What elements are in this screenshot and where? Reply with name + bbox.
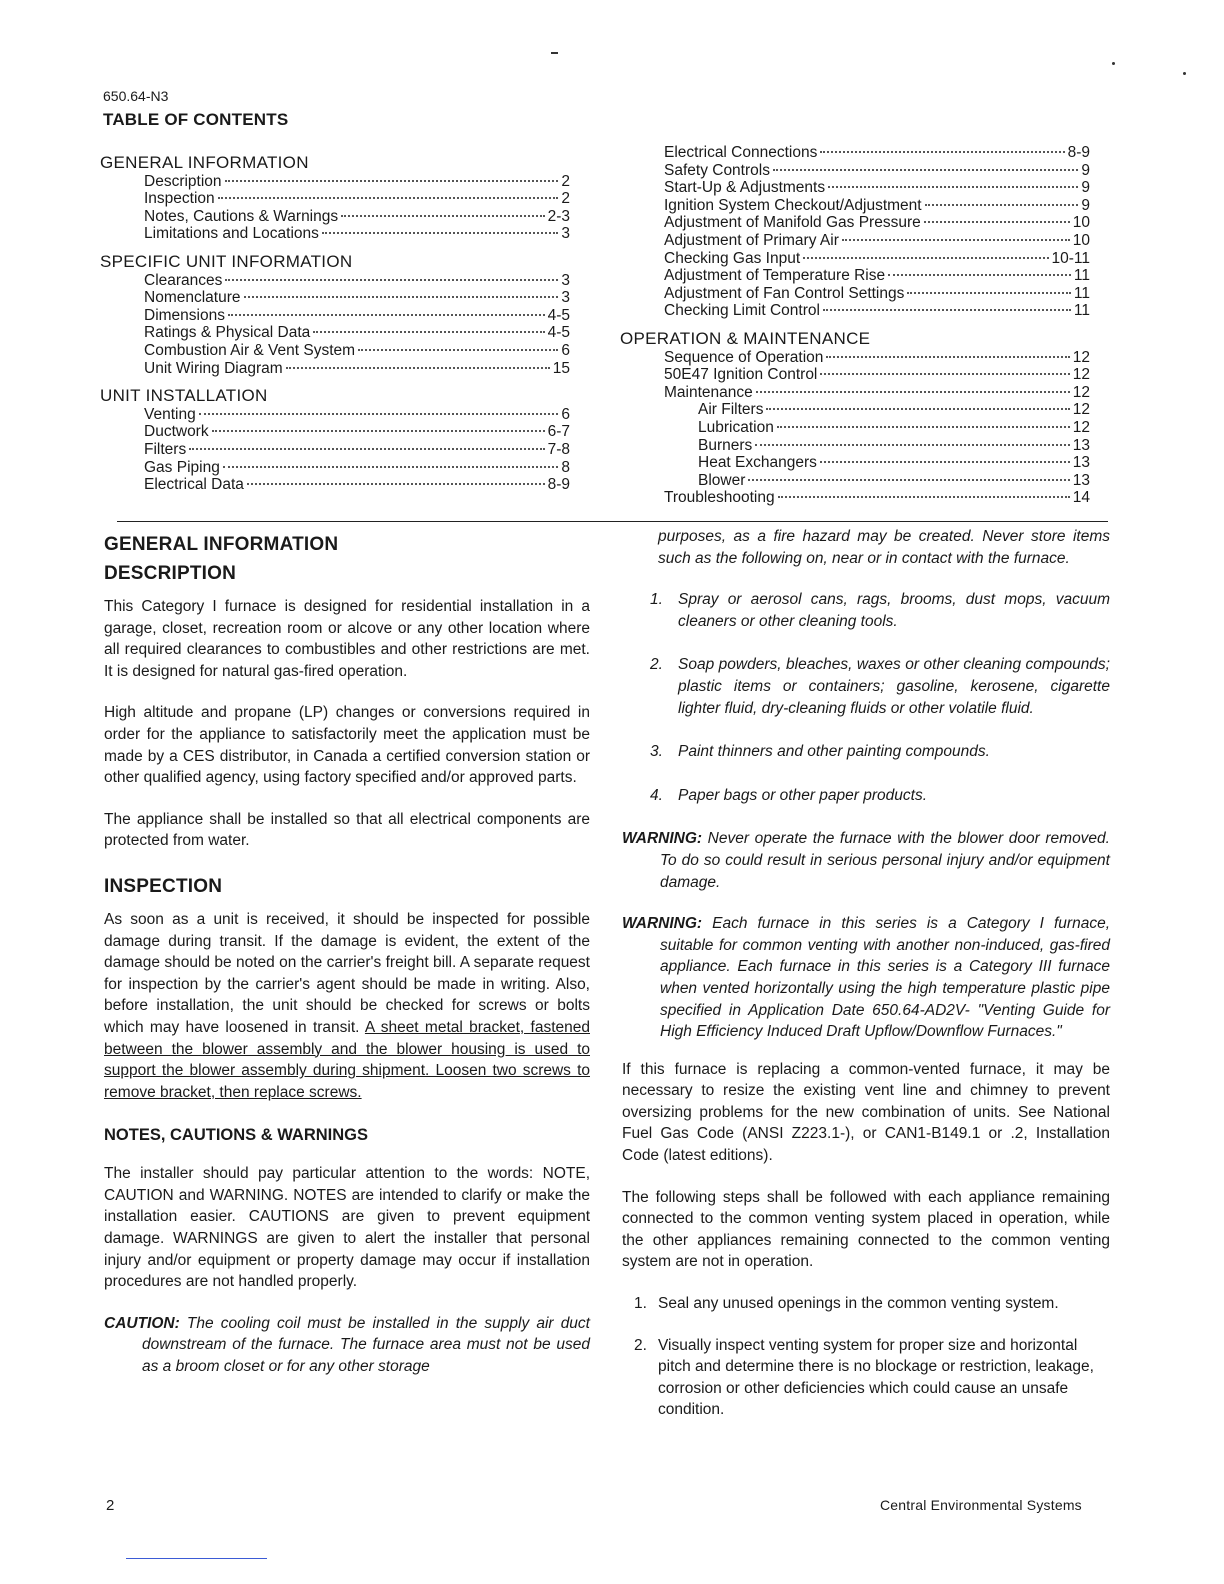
toc-entry[interactable] [620, 302, 1090, 320]
toc-entry-label: Start-Up & Adjustments [664, 179, 826, 197]
toc-entry-label: Ignition System Checkout/Adjustment [664, 196, 922, 214]
description-paragraph-2: High altitude and propane (LP) changes or conversions required in order for the appliance to satisfactorily meet the application must be made by a CES distributor, in Canada a certified conversion station or other qualified agency, using factory specified and/or approved parts. [104, 704, 590, 787]
toc-entry[interactable] [100, 173, 570, 191]
step-item [622, 1293, 1110, 1315]
toc-entry[interactable] [100, 423, 570, 441]
toc-leader-dots [322, 232, 558, 234]
toc-entry[interactable] [100, 307, 570, 325]
toc-entry-page: 10-11 [1051, 249, 1090, 267]
toc-entry[interactable] [620, 401, 1090, 419]
toc-entry-label: Adjustment of Primary Air [664, 231, 839, 249]
inspection-text: As soon as a unit is received, it should be inspected for possible damage during transit. If the damage is evident, the extent of the damage should be noted on the carrier's freight bill. A separate request for inspection by the carrier's agent should be made in writing. Also, before installation, the unit should be checked for screws or bolts which may have loosened in transit. [104, 910, 590, 1036]
toc-leader-dots [225, 279, 558, 281]
toc-entry-label: Limitations and Locations [144, 225, 319, 243]
toc-section-title: GENERAL INFORMATION [100, 153, 309, 172]
right-column [622, 526, 1110, 1441]
toc-entry[interactable] [620, 232, 1090, 250]
toc-entry-page: 12 [1072, 366, 1090, 384]
toc-entry-label: Dimensions [144, 306, 225, 324]
toc-entry-page: 9 [1081, 196, 1090, 214]
list-item-number: 4. [650, 786, 663, 804]
toc-entry[interactable] [620, 285, 1090, 303]
toc-entry-page: 2 [561, 172, 570, 190]
step-number: 2. [634, 1336, 647, 1354]
toc-entry-page: 13 [1072, 454, 1090, 472]
toc-leader-dots [755, 444, 1069, 446]
toc-entry-page: 4-5 [547, 306, 570, 324]
toc-entry[interactable] [100, 406, 570, 424]
list-item [622, 654, 1110, 719]
warning-text: Never operate the furnace with the blower door removed. To do so could result in serious personal injury and/or equipment damage. [660, 830, 1110, 891]
toc-entry[interactable] [620, 454, 1090, 472]
toc-leader-dots [212, 430, 545, 432]
toc-entry-page: 4-5 [547, 324, 570, 342]
toc-leader-dots [820, 373, 1069, 375]
toc-entry-page: 10 [1072, 231, 1090, 249]
warning-blower-door [622, 828, 1110, 893]
toc-entry-page: 6-7 [547, 423, 570, 441]
toc-entry-label: Electrical Data [144, 476, 244, 494]
list-item-text: Paint thinners and other painting compounds. [678, 743, 990, 761]
toc-entry-label: Notes, Cautions & Warnings [144, 207, 339, 225]
toc-entry-label: Air Filters [698, 401, 764, 419]
toc-leader-dots [286, 367, 550, 369]
list-item-text: Spray or aerosol cans, rags, brooms, dust mops, vacuum cleaners or other cleaning tools. [678, 591, 1110, 630]
toc-entry[interactable] [620, 197, 1090, 215]
company-name: Central Environmental Systems [880, 1497, 1082, 1513]
toc-entry-page: 2 [561, 190, 570, 208]
toc-entry-page: 12 [1072, 418, 1090, 436]
toc-entry-label: Electrical Connections [664, 144, 818, 161]
toc-section-title: OPERATION & MAINTENANCE [620, 328, 871, 348]
toc-section-title: SPECIFIC UNIT INFORMATION [100, 251, 353, 271]
toc-leader-dots [358, 349, 558, 351]
heading-notes-cautions-warnings: NOTES, CAUTIONS & WARNINGS [104, 1126, 369, 1145]
toc-entry-label: Adjustment of Temperature Rise [664, 267, 886, 285]
toc-entry-page: 3 [561, 225, 570, 243]
toc-entry-label: Lubrication [698, 418, 774, 436]
toc-entry-label: Troubleshooting [664, 489, 775, 507]
toc-entry-label: Checking Gas Input [664, 249, 801, 267]
list-item-number: 3. [650, 743, 663, 761]
toc-leader-dots [766, 408, 1069, 410]
toc-entry[interactable] [100, 208, 570, 226]
toc-leader-dots [218, 197, 559, 199]
toc-entry[interactable] [100, 272, 570, 290]
toc-leader-dots [244, 296, 559, 298]
toc-leader-dots [199, 413, 559, 415]
list-item [622, 741, 1110, 763]
warning-category [622, 913, 1110, 1043]
toc-entry-label: Safety Controls [664, 161, 770, 179]
toc-entry-label: Filters [144, 440, 187, 458]
toc-entry-page: 15 [552, 359, 570, 377]
toc-right-column [620, 144, 1090, 517]
toc-entry-label: Ductwork [144, 423, 209, 441]
toc-entry-label: Venting [144, 405, 196, 423]
toc-leader-dots [907, 292, 1071, 294]
toc-entry-page: 7-8 [547, 440, 570, 458]
toc-entry[interactable] [100, 342, 570, 360]
toc-entry[interactable] [620, 144, 1090, 162]
toc-entry[interactable] [620, 179, 1090, 197]
toc-entry-page: 14 [1072, 489, 1090, 507]
heading-general-information: GENERAL INFORMATION [104, 534, 339, 555]
caution-text: The cooling coil must be installed in the supply air duct downstream of the furnace. The furnace area must not be used as a broom closet or for any other storage [142, 1314, 590, 1376]
heading-inspection: INSPECTION [104, 875, 223, 897]
caution-label: CAUTION: [104, 1314, 180, 1332]
document-number: 650.64-N3 [103, 88, 169, 104]
toc-entry-page: 12 [1072, 401, 1090, 419]
heading-description: DESCRIPTION [104, 563, 237, 584]
list-item-number: 1. [650, 591, 663, 609]
toc-entry-label: Unit Wiring Diagram [144, 359, 283, 377]
toc-entry-label: Heat Exchangers [698, 454, 817, 472]
notes-paragraph: The installer should pay particular attention to the words: NOTE, CAUTION and WARNING. NOTES are intended to clarify or make the installation easier. CAUTIONS are given to prevent equipment damage. WARNINGS are given to alert the installer that personal injury and/or equipment or property damage may occur if installation procedures are not handled properly. [104, 1165, 590, 1291]
toc-entry-page: 8-9 [1067, 144, 1090, 161]
toc-leader-dots [223, 466, 559, 468]
toc-section [620, 330, 1090, 507]
toc-section [100, 253, 570, 377]
list-item [622, 785, 1110, 807]
toc-leader-dots [313, 331, 544, 333]
toc-entry[interactable] [100, 441, 570, 459]
replacing-paragraph: If this furnace is replacing a common-vented furnace, it may be necessary to resize the existing vent line and chimney to prevent oversizing problems for the new combination of units. See National Fuel Gas Code (ANSI Z223.1-), or CAN1-B149.1 or .2, Installation Code (latest editions). [622, 1060, 1110, 1165]
toc-entry-label: Adjustment of Manifold Gas Pressure [664, 214, 921, 232]
scan-speck [1183, 72, 1186, 75]
toc-entry[interactable] [620, 267, 1090, 285]
toc-entry-page: 11 [1073, 284, 1090, 302]
toc-entry-page: 11 [1073, 267, 1090, 285]
toc-entry-page: 11 [1073, 302, 1090, 320]
step-text: Seal any unused openings in the common venting system. [658, 1295, 1059, 1313]
toc-entry[interactable] [620, 472, 1090, 490]
inspection-paragraph [104, 909, 590, 1103]
toc-entry[interactable] [100, 225, 570, 243]
toc-leader-dots [820, 461, 1070, 463]
toc-leader-dots [777, 426, 1070, 428]
toc-entry-label: Description [144, 172, 222, 190]
scan-speck [551, 52, 558, 54]
toc-leader-dots [828, 186, 1078, 188]
toc-leader-dots [823, 309, 1071, 311]
toc-leader-dots [888, 274, 1071, 276]
toc-title: TABLE OF CONTENTS [103, 110, 289, 129]
toc-entry-page: 9 [1081, 179, 1090, 197]
toc-entry[interactable] [620, 214, 1090, 232]
toc-entry-page: 8-9 [547, 476, 570, 494]
toc-leader-dots [341, 215, 544, 217]
toc-section [100, 154, 570, 243]
toc-divider-left [117, 521, 590, 522]
scan-artifact-line [126, 1558, 267, 1559]
warning-text: Each furnace in this series is a Category I furnace, suitable for common venting with another non-induced, gas-fired appliance. Each furnace in this series is a Category III furnace when vented horizontally using the high temperature plastic pipe specified in Application Date 650.64-AD2V- "Venting Guide for High Efficiency Induced Draft Upflow/Downflow Furnaces." [660, 915, 1110, 1041]
page-number: 2 [106, 1497, 115, 1514]
storage-continuation: purposes, as a fire hazard may be created. Never store items such as the following on, near or in contact with the furnace. [658, 528, 1110, 567]
toc-entry-label: Adjustment of Fan Control Settings [664, 284, 905, 302]
toc-entry-page: 2-3 [547, 207, 570, 225]
steps-intro-paragraph: The following steps shall be followed with each appliance remaining connected to the common venting system placed in operation, while the other appliances remaining connected to the common venting system are not in operation. [622, 1188, 1110, 1271]
venting-steps-list [622, 1293, 1110, 1421]
inspection-underlined-text: A sheet metal bracket, fastened between the blower assembly and the blower housing is used to support the blower assembly during shipment. Loosen two screws to remove bracket, then replace screws. [104, 1018, 590, 1101]
toc-leader-dots [247, 483, 545, 485]
toc-entry-label: Ratings & Physical Data [144, 324, 311, 342]
warning-label: WARNING: [622, 915, 703, 933]
toc-entry-label: Nomenclature [144, 289, 241, 307]
description-paragraph-3: The appliance shall be installed so that all electrical components are protected from water. [104, 810, 590, 850]
scan-speck [1112, 62, 1115, 65]
toc-entry-page: 9 [1081, 161, 1090, 179]
toc-leader-dots [778, 496, 1070, 498]
toc-leader-dots [842, 239, 1070, 241]
toc-entry[interactable] [620, 384, 1090, 402]
list-item-number: 2. [650, 656, 663, 674]
toc-section [620, 144, 1090, 320]
toc-entry[interactable] [100, 476, 570, 494]
toc-entry[interactable] [100, 289, 570, 307]
toc-entry-label: Gas Piping [144, 458, 220, 476]
toc-entry-label: Combustion Air & Vent System [144, 341, 356, 359]
toc-entry-page: 12 [1072, 383, 1090, 401]
toc-entry-page: 13 [1072, 471, 1090, 489]
step-text: Visually inspect venting system for proper size and horizontal pitch and determine there is no blockage or restriction, leakage, corrosion or other deficiencies which could cause an unsafe condition. [658, 1336, 1094, 1419]
step-item [622, 1335, 1110, 1421]
toc-leader-dots [820, 151, 1064, 153]
toc-entry-page: 12 [1072, 348, 1090, 366]
toc-entry-page: 6 [561, 405, 570, 423]
toc-leader-dots [748, 479, 1069, 481]
warning-label: WARNING: [622, 830, 703, 848]
step-number: 1. [634, 1295, 647, 1313]
toc-entry-page: 3 [561, 271, 570, 289]
toc-entry-label: Inspection [144, 190, 215, 208]
toc-entry[interactable] [100, 360, 570, 378]
toc-entry-page: 6 [561, 341, 570, 359]
description-paragraph-1: This Category I furnace is designed for residential installation in a garage, closet, recreation room or alcove or any other location where all required clearances to combustibles and other restrictions are met. It is designed for natural gas-fired operation. [104, 598, 590, 680]
toc-divider-right [590, 521, 1108, 522]
toc-entry[interactable] [620, 437, 1090, 455]
toc-leader-dots [225, 180, 559, 182]
toc-entry[interactable] [620, 162, 1090, 180]
storage-items-list [622, 589, 1110, 806]
toc-entry-page: 8 [561, 458, 570, 476]
caution-note [104, 1313, 590, 1378]
toc-leader-dots [228, 314, 545, 316]
toc-leader-dots [756, 391, 1070, 393]
toc-entry-page: 10 [1072, 214, 1090, 232]
toc-entry[interactable] [620, 250, 1090, 268]
toc-entry[interactable] [620, 349, 1090, 367]
toc-entry[interactable] [100, 459, 570, 477]
list-item-text: Soap powders, bleaches, waxes or other cleaning compounds; plastic items or containers; gasoline, kerosene, cigarette lighter fluid, dry-cleaning fluids or other volatile fluid. [678, 656, 1110, 717]
toc-section-title: UNIT INSTALLATION [100, 386, 268, 406]
toc-entry-label: Maintenance [664, 383, 753, 401]
list-item-text: Paper bags or other paper products. [678, 786, 928, 804]
toc-leader-dots [773, 169, 1078, 171]
toc-entry-label: Sequence of Operation [664, 348, 824, 366]
toc-entry[interactable] [620, 366, 1090, 384]
toc-entry-label: Clearances [144, 271, 223, 289]
toc-entry[interactable] [100, 324, 570, 342]
toc-leader-dots [924, 221, 1070, 223]
toc-leader-dots [925, 204, 1079, 206]
toc-entry-label: Burners [698, 436, 753, 454]
toc-leader-dots [826, 356, 1069, 358]
toc-entry-page: 13 [1072, 436, 1090, 454]
list-item [622, 589, 1110, 632]
toc-section [100, 387, 570, 494]
toc-entry-label: 50E47 Ignition Control [664, 366, 818, 384]
toc-entry-page: 3 [561, 289, 570, 307]
toc-leader-dots [803, 257, 1048, 259]
toc-entry[interactable] [620, 489, 1090, 507]
toc-left-column [100, 154, 570, 504]
toc-leader-dots [189, 448, 544, 450]
toc-entry-label: Checking Limit Control [664, 302, 820, 320]
toc-entry[interactable] [100, 190, 570, 208]
left-column [104, 530, 590, 1378]
toc-entry-label: Blower [698, 471, 746, 489]
toc-entry[interactable] [620, 419, 1090, 437]
